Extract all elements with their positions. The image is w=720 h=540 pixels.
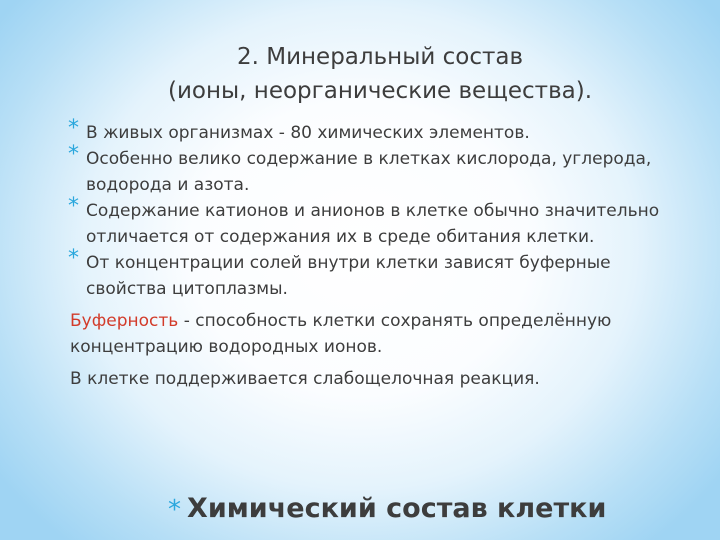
note-paragraph: В клетке поддерживается слабощелочная реакция. <box>70 369 540 389</box>
bullet-text: Содержание катионов и анионов в клетке обычно значительно отличается от содержания их в среде обитания клетки. <box>86 201 660 247</box>
asterisk-bullet-icon: * <box>68 246 79 271</box>
footer-title: Химический состав клетки <box>187 493 607 524</box>
title-line-2: (ионы, неорганические вещества). <box>167 78 593 104</box>
bullet-text: Особенно велико содержание в клетках кислорода, углерода, водорода и азота. <box>86 149 652 195</box>
definition-paragraph <box>70 308 670 360</box>
definition-text: - способность клетки сохранять определённую концентрацию водородных ионов. <box>70 311 612 357</box>
title-line-1: 2. Минеральный состав <box>236 44 524 70</box>
bullet-text: От концентрации солей внутри клетки зависят буферные свойства цитоплазмы. <box>86 253 611 299</box>
asterisk-bullet-icon: * <box>68 194 79 219</box>
bullet-item <box>68 116 670 146</box>
asterisk-footer-icon: * <box>168 495 181 525</box>
definition-term: Буферность <box>70 311 179 331</box>
footer-title-block <box>168 493 606 524</box>
asterisk-bullet-icon: * <box>68 142 79 167</box>
bullet-text: В живых организмах - 80 химических элементов. <box>86 123 530 143</box>
content-body <box>68 116 670 392</box>
bullet-item <box>68 246 670 302</box>
asterisk-bullet-icon: * <box>68 116 79 141</box>
bullet-item <box>68 194 670 250</box>
slide-title <box>100 40 660 108</box>
bullet-item <box>68 142 670 198</box>
